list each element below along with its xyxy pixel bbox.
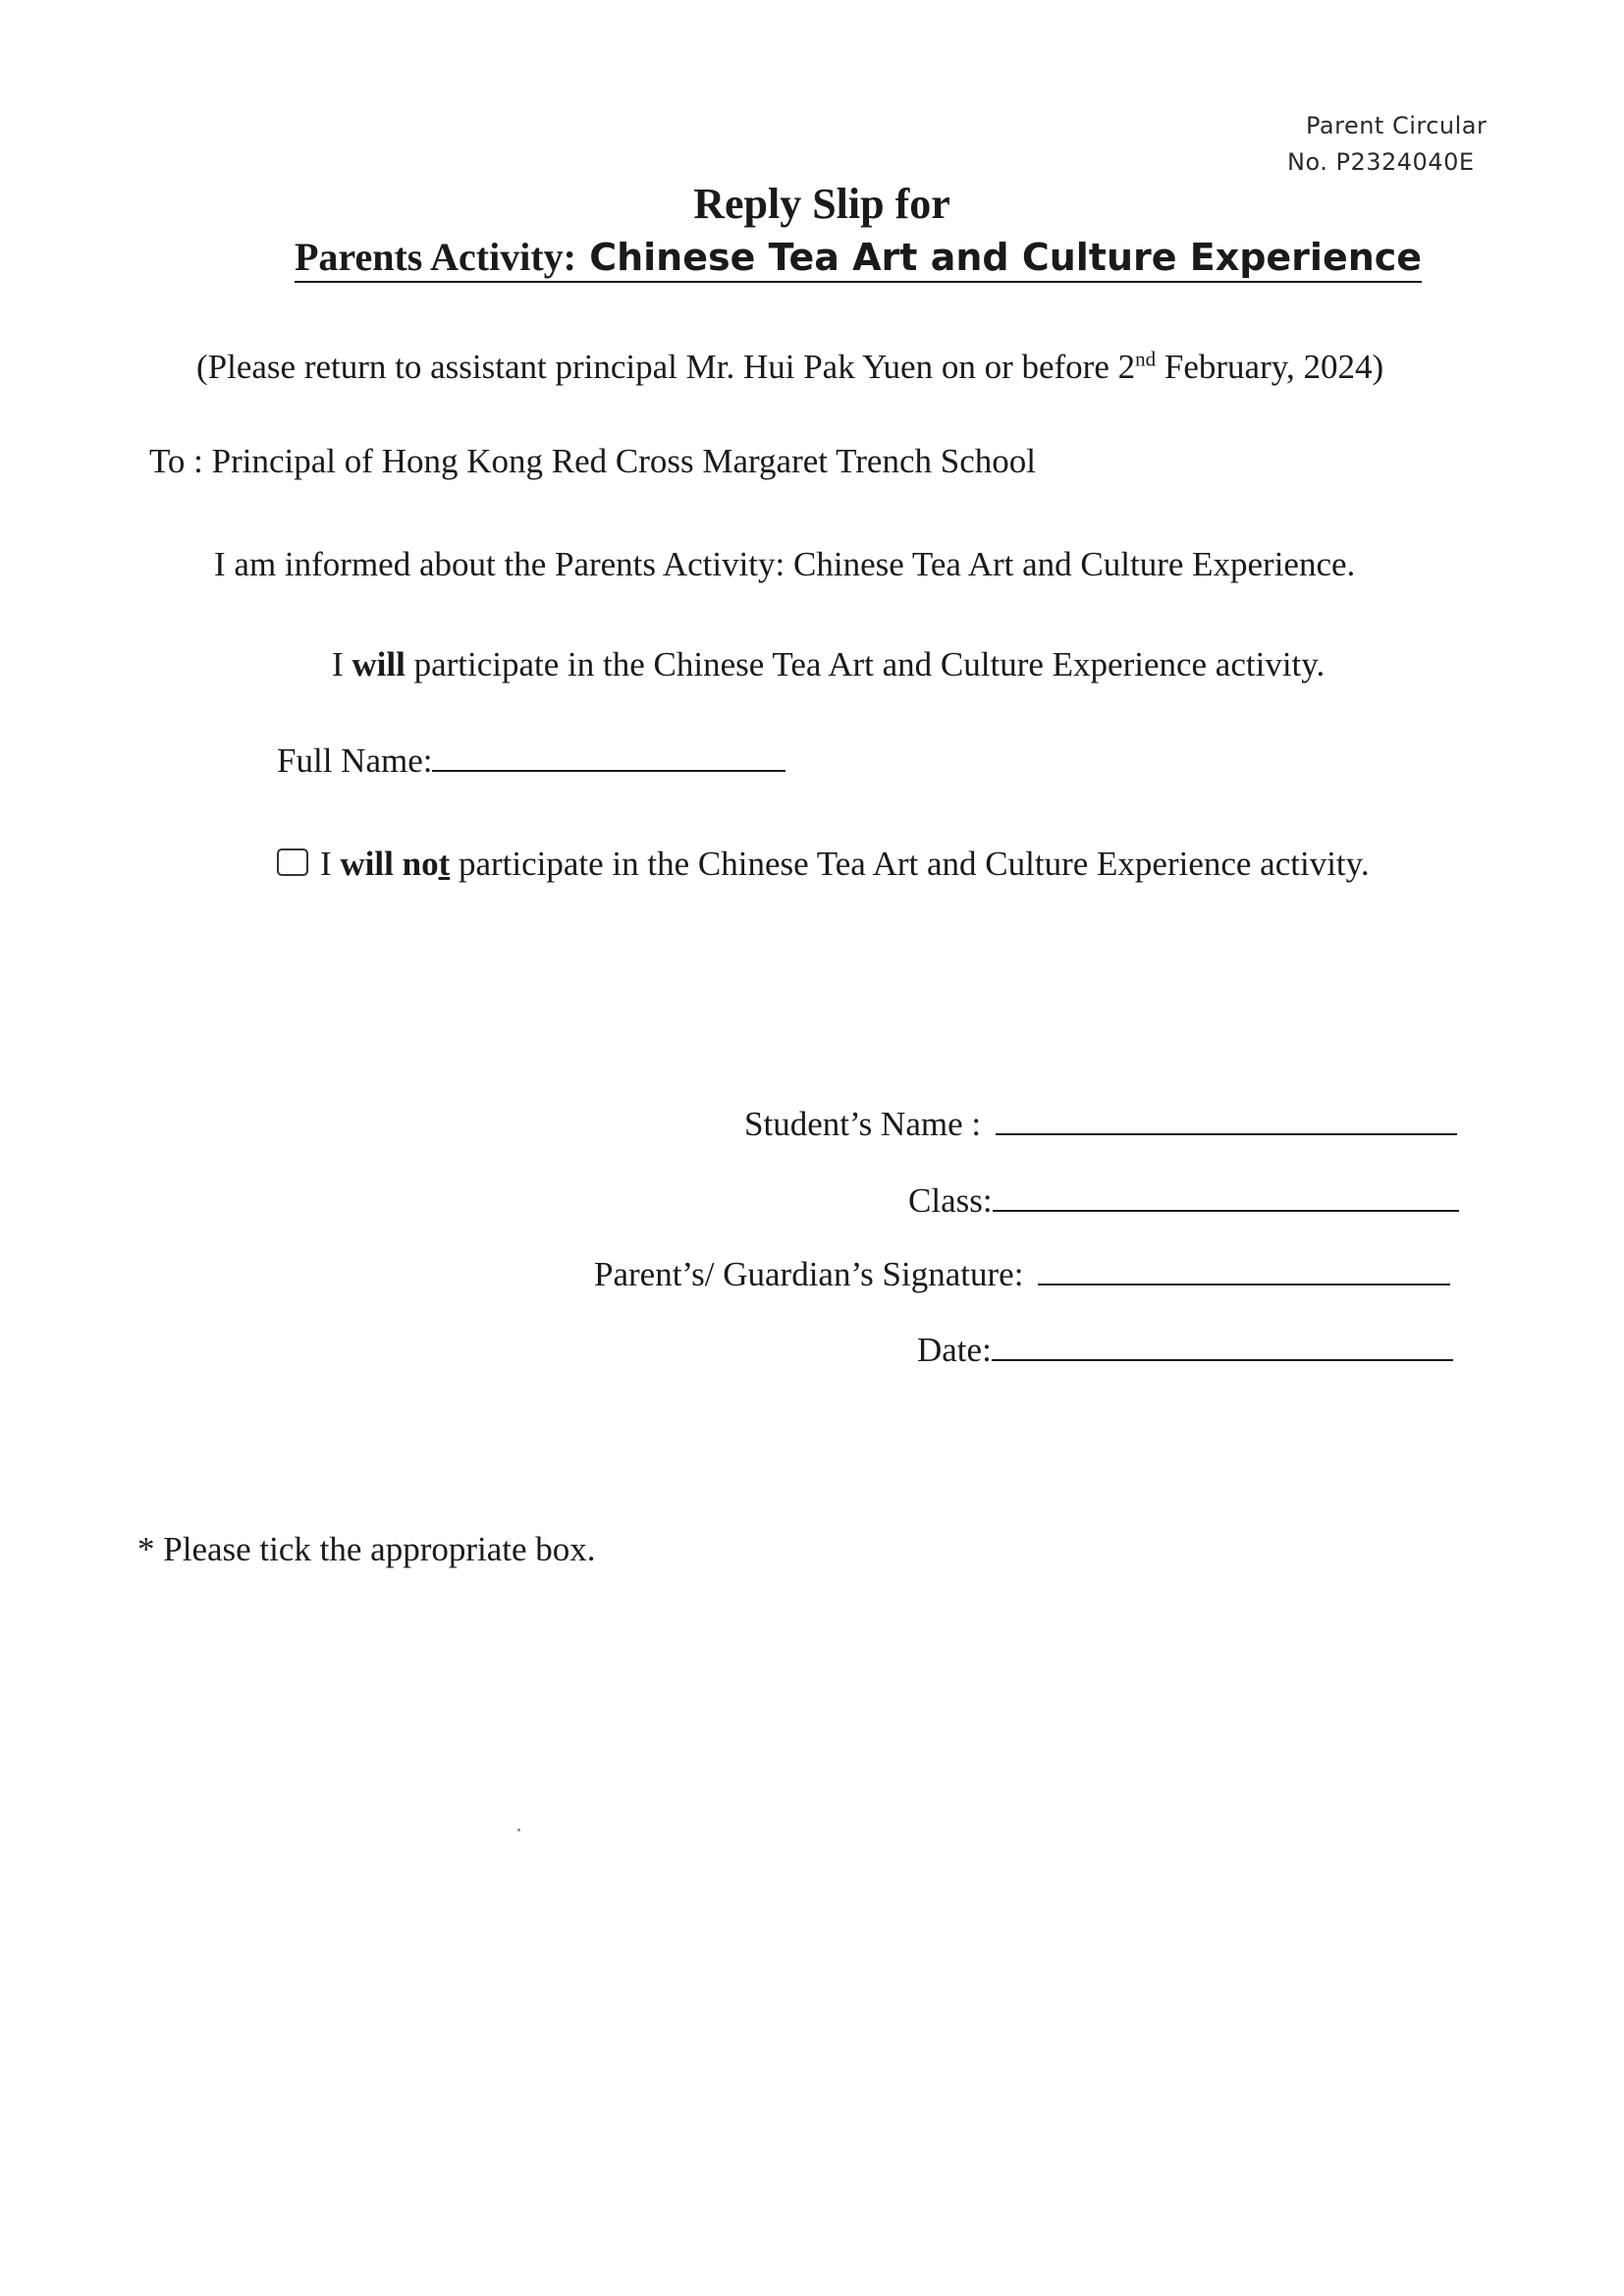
activity-subtitle bbox=[295, 234, 1422, 283]
full-name-row bbox=[277, 743, 785, 778]
informed-statement: I am informed about the Parents Activity: Chinese Tea Art and Culture Experience. bbox=[214, 545, 1356, 583]
option-will-not-emphasis-underlined: t bbox=[438, 845, 451, 883]
class-row bbox=[908, 1183, 1459, 1218]
scan-speck bbox=[517, 1829, 520, 1831]
student-name-label: Student’s Name : bbox=[744, 1105, 982, 1143]
full-name-label: Full Name: bbox=[277, 741, 433, 780]
date-field[interactable] bbox=[992, 1358, 1453, 1361]
circular-number: No. P2324040E bbox=[1287, 148, 1475, 176]
guardian-signature-row bbox=[594, 1257, 1450, 1291]
student-name-field[interactable] bbox=[996, 1132, 1457, 1135]
class-label: Class: bbox=[908, 1181, 993, 1220]
circular-label: Parent Circular bbox=[1306, 112, 1488, 139]
option-will-not-participate bbox=[277, 847, 1370, 881]
date-label: Date: bbox=[917, 1331, 992, 1369]
page-title: Reply Slip for bbox=[693, 180, 950, 228]
subtitle-activity-name: Chinese Tea Art and Culture Experience bbox=[575, 236, 1423, 279]
guardian-signature-field[interactable] bbox=[1038, 1283, 1450, 1285]
return-instruction-suffix: February, 2024) bbox=[1156, 348, 1384, 386]
class-field[interactable] bbox=[993, 1209, 1459, 1212]
addressee-recipient: Principal of Hong Kong Red Cross Margaret Trench School bbox=[211, 442, 1036, 480]
return-instruction bbox=[196, 347, 1384, 386]
option-will-prefix: I bbox=[332, 645, 352, 683]
guardian-signature-label: Parent’s/ Guardian’s Signature: bbox=[594, 1255, 1024, 1293]
date-row bbox=[917, 1333, 1453, 1367]
addressee-line bbox=[149, 444, 1036, 478]
addressee-label: To : bbox=[149, 442, 212, 480]
option-will-emphasis: will bbox=[352, 645, 406, 683]
footnote: * Please tick the appropriate box. bbox=[137, 1530, 596, 1568]
subtitle-prefix: Parents Activity: bbox=[295, 235, 576, 279]
full-name-field[interactable] bbox=[432, 769, 785, 772]
option-will-not-prefix: I bbox=[320, 845, 341, 883]
date-ordinal-suffix: nd bbox=[1135, 347, 1157, 371]
option-will-text: participate in the Chinese Tea Art and Culture Experience activity. bbox=[405, 645, 1326, 683]
will-not-checkbox[interactable] bbox=[277, 848, 308, 876]
option-will-not-text: participate in the Chinese Tea Art and Culture Experience activity. bbox=[450, 845, 1370, 883]
student-name-row bbox=[744, 1107, 1457, 1141]
option-will-not-emphasis: will no bbox=[340, 845, 439, 883]
option-will-participate bbox=[332, 647, 1325, 682]
return-instruction-prefix: (Please return to assistant principal Mr. Hui Pak Yuen on or before 2 bbox=[196, 348, 1136, 386]
